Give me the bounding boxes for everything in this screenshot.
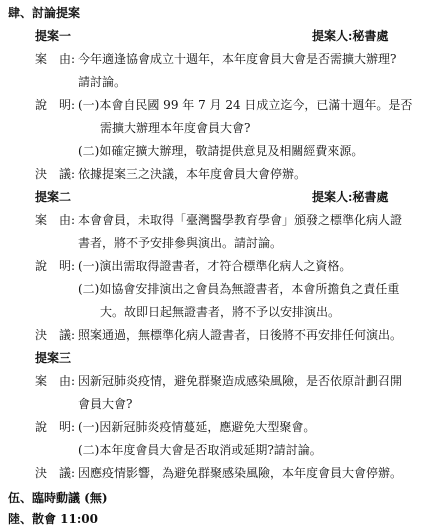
section-heading-adjourn: 陸、散會 11:00 (8, 512, 99, 526)
proposal-2-resolution-label: 決 議: (35, 328, 76, 342)
proposal-1-proposer: 提案人:秘書處 (312, 29, 389, 43)
proposal-1-explain-item-1-line-2: 需擴大辦理本年度會員大會? (100, 121, 251, 135)
proposal-2-explain-label: 說 明: (35, 259, 76, 273)
proposal-1-case-line-1: 今年適逢協會成立十週年，本年度會員大會是否需擴大辦理? (78, 52, 397, 66)
proposal-3-explain-label: 說 明: (35, 420, 76, 434)
proposal-1-resolution: 依據提案三之決議，本年度會員大會停辦。 (78, 167, 307, 181)
proposal-1-case-line-2: 請討論。 (78, 75, 127, 89)
proposal-2-title: 提案二 (35, 190, 72, 204)
proposal-1-explain-item-1-line-1: (一)本會自民國 99 年 7 月 24 日成立迄今，已滿十週年。是否 (78, 98, 413, 112)
proposal-1-explain-label: 說 明: (35, 98, 76, 112)
proposal-3-case-label: 案 由: (35, 374, 76, 388)
proposal-2-case-line-2: 書者，將不予安排參與演出。請討論。 (78, 236, 283, 250)
proposal-2-case-label: 案 由: (35, 213, 76, 227)
proposal-2-explain-item-2-line-1: (二)如協會安排演出之會員為無證書者，本會所擔負之責任重 (78, 282, 400, 296)
section-heading-discussion: 肆、討論提案 (8, 6, 81, 20)
proposal-1-case-label: 案 由: (35, 52, 76, 66)
proposal-3-case-line-1: 因新冠肺炎疫情，避免群聚造成感染風險，是否依原計劃召開 (78, 374, 403, 388)
proposal-1-resolution-label: 決 議: (35, 167, 76, 181)
proposal-3-resolution: 因應疫情影響，為避免群聚感染風險，本年度會員大會停辦。 (78, 466, 403, 480)
proposal-1-explain-item-2-line-1: (二)如確定擴大辦理，敬請提供意見及相關經費來源。 (78, 144, 364, 158)
proposal-3-explain-item-1-line-1: (一)因新冠肺炎疫情蔓延，應避免大型聚會。 (78, 420, 316, 434)
proposal-3-resolution-label: 決 議: (35, 466, 76, 480)
proposal-2-resolution: 照案通過，無標準化病人證書者，日後將不再安排任何演出。 (78, 328, 403, 342)
proposal-2-case-line-1: 本會會員，未取得「臺灣醫學教育學會」頒發之標準化病人證 (78, 213, 403, 227)
proposal-3-explain-item-2-line-1: (二)本年度會員大會是否取消或延期?請討論。 (78, 443, 322, 457)
section-heading-extempore: 伍、臨時動議 (無) (8, 491, 108, 505)
proposal-2-explain-item-1-line-1: (一)演出需取得證書者，才符合標準化病人之資格。 (78, 259, 352, 273)
proposal-3-case-line-2: 會員大會? (78, 397, 133, 411)
proposal-2-explain-item-2-line-2: 大。故即日起無證書者，將不予以安排演出。 (100, 305, 341, 319)
proposal-2-proposer: 提案人:秘書處 (312, 190, 389, 204)
proposal-3-title: 提案三 (35, 351, 72, 365)
proposal-1-title: 提案一 (35, 29, 72, 43)
